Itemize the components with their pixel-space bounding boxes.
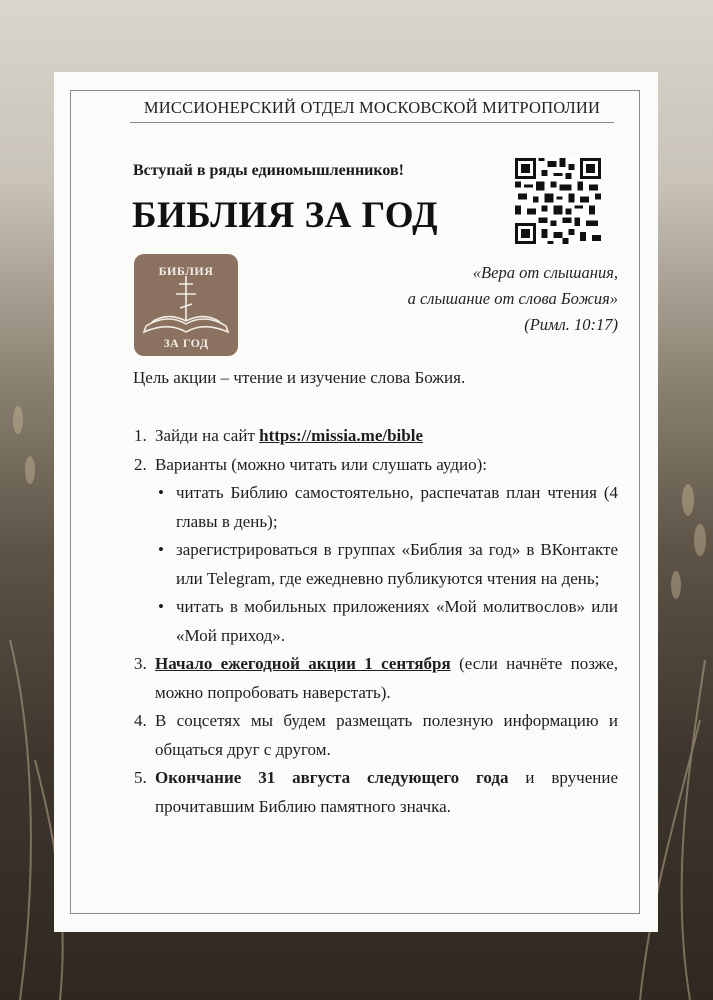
step-2: [134, 451, 618, 480]
organization-header: МИССИОНЕРСКИЙ ОТДЕЛ МОСКОВСКОЙ МИТРОПОЛИИ: [143, 98, 601, 117]
step-text: (если начнёте позже, можно попробовать наверстать).: [155, 654, 618, 702]
logo-bottom-text: ЗА ГОД: [163, 336, 209, 350]
scripture-quote: [354, 260, 618, 338]
step-number: 4.: [134, 711, 147, 730]
end-date-text: Окончание 31 августа следующего года: [155, 768, 509, 787]
campaign-goal: Цель акции – чтение и изучение слова Божия.: [133, 368, 466, 387]
step-1: [134, 422, 618, 451]
step-number: 3.: [134, 654, 147, 673]
step-3: [134, 650, 618, 707]
step-text: В соцсетях мы будем размещать полезную информацию и общаться друг с другом.: [155, 711, 618, 759]
header-divider: [130, 122, 614, 123]
slogan: Вступай в ряды единомышленников!: [133, 162, 404, 179]
qr-code: [515, 158, 601, 244]
option-bullet: • читать Библию самостоятельно, распечатав план чтения (4 главы в день);: [154, 479, 618, 536]
step-4: [134, 707, 618, 764]
option-bullet: • зарегистрироваться в группах «Библия за год» в ВКонтакте или Telegram, где ежедневно публикуются чтения на день;: [154, 536, 618, 593]
step-number: 2.: [134, 454, 147, 474]
bible-app-logo: [134, 254, 238, 356]
quote-line-1: «Вера от слышания,: [472, 263, 618, 282]
step-number: 5.: [134, 768, 147, 787]
start-date-text: Начало ежегодной акции 1 сентября: [155, 654, 451, 673]
step-number: 1.: [134, 426, 147, 445]
step-text: Варианты (можно читать или слушать аудио):: [155, 454, 487, 474]
option-bullet: • читать в мобильных приложениях «Мой молитвослов» или «Мой приход».: [154, 593, 618, 650]
quote-reference: (Римл. 10:17): [524, 315, 618, 334]
step-text: Зайди на сайт: [155, 426, 260, 445]
quote-line-2: а слышание от слова Божия»: [407, 289, 618, 308]
logo-top-text: БИБЛИЯ: [158, 264, 214, 278]
step-5: [134, 764, 618, 821]
website-link[interactable]: https://missia.me/bible: [259, 426, 423, 445]
step-text: и вручение прочитавшим Библию памятного значка.: [155, 768, 618, 816]
flyer-card: [54, 72, 658, 932]
steps-list: [134, 422, 618, 821]
page-title: БИБЛИЯ ЗА ГОД: [132, 195, 439, 236]
